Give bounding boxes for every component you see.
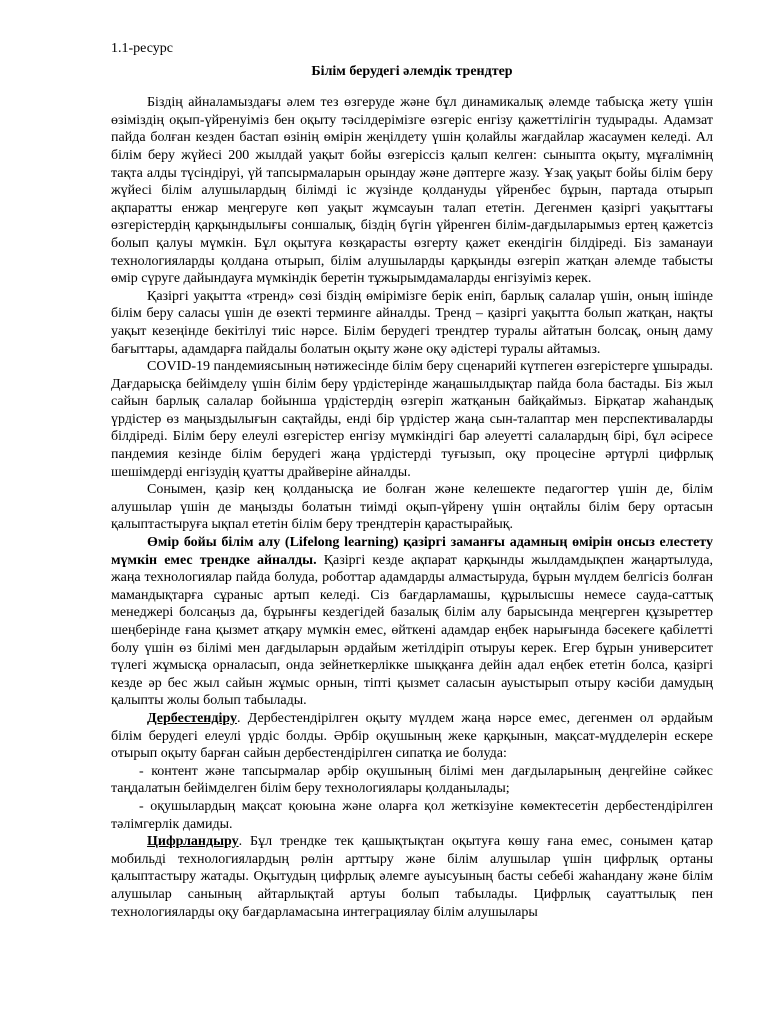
resource-label: 1.1-ресурс bbox=[111, 41, 173, 56]
lifelong-learning-heading: Өмір бойы білім алу (Lifelong learning) қазіргі заманғы адамның өмірін онсыз елестету мүмкін емес трендке айналды. bbox=[111, 535, 713, 568]
paragraph-intro: Біздің айналамыздағы әлем тез өзгеруде және бұл динамикалық әлемде табысқа жету үшін өзіміздің оқып-үйренуіміз бен оқыту тәсілдерімізге өзгеріс енгізу қажеттілігін тудырады. Адамзат пайда болған кезден бастап өзінің өмірін жеңілдету үшін қолайлы жағдайлар жасаумен келеді. Ал білім беру жүйесі 200 жылдай уақыт бойы өзгеріссіз қалып келген: сыныпта оқыту, мұғалімнің тақта алды түсіндіруі, үй тапсырмаларын орындау және дәптерге жазу. Ұзақ уақыт бойы білім беру жүйесі білім алушылардың білімді іс жүзінде қолдануды үйренбес бұрын, партада отырып ақпаратты енжар меңгеруге көп уақыт жұмсауын талап ететін. Дегенмен қазіргі уақыттағы өзгерістердің қарқындылығы соншалық, біздің бүгін үйренген білім-дағдыларымыз ертең қажетсіз болып қалуы мүмкін. Бұл оқытуға көзқарасты өзгерту қажет екендігін білдіреді. Біз заманауи технологияларды қолдана отырып, білім алушыларды қарқынды өзгеріп жатқан әлемде табысты өмір сүруге дайындауға мүмкіндік беретін тұжырымдамаларды енгізуіміз керек. bbox=[111, 95, 713, 287]
paragraph-digitalization bbox=[111, 833, 713, 921]
paragraph-covid: COVID-19 пандемиясының нәтижесінде білім беру сценарийі күтпеген өзгерістерге ұшырады. Дағдарысқа бейімделу үшін білім беру үрдістерінде жаңашылдықтар пайда бола бастады. Біз жыл сайын барлық салалар бойынша үрдістердің өзгеріп жатқанын байқаймыз. Бірқатар жаһандық үрдістер өз маңыздылығын сақтайды, енді бір үрдістер жаңа сын-талаптар мен перспективаларды білдіреді. Білім беру елеулі өзгерістер енгізу мүмкіндігі бар әлеуетті салалардың бірі, бұл әсіресе пандемия кезінде білім берудегі жаңа үрдістерді туғызып, оқу процесіне әртүрлі цифрлық шешімдерді енгізудің қуатты драйверіне айналды. bbox=[111, 359, 713, 480]
lifelong-learning-text: Қазіргі кезде ақпарат қарқынды жылдамдықпен жаңартылуда, жаңа технологиялар пайда болуда, роботтар адамдарды алмастыруда, бұрын мүлдем белгісіз болған мамандықтарға сұраныс артып келеді. Сіз бағдарламашы, құрылысшы немесе сауда-саттық менеджері болсаңыз да, бұрынғы кездегідей базалық білім алу барысында меңгерген құзыреттер шеңберінде ғана қызмет атқару мүмкін емес, өйткені адамдар еңбек нарығында бәсекеге қабілетті болу үшін өз білімі мен дағдыларын әрдайым жетілдіріп отыруы керек. Егер бұрын университет түлегі жұмысқа орналасып, онда зейнеткерлікке шыққанға дейін адал еңбек ететін болса, қазіргі кезде әр бес жыл сайын жұмыс орнын, тіпті қызмет саласын ауыстырып отыру кәсіби дамудың қалыпты жолы болып табылады. bbox=[111, 552, 713, 709]
list-item: - контент және тапсырмалар әрбір оқушының білімі мен дағдыларының деңгейіне сәйкес таңдалатын бейімделген білім беру технологиялары қолданылады; bbox=[111, 763, 713, 797]
paragraph-overview: Сонымен, қазір кең қолданысқа ие болған және келешекте педагогтер үшін де, білім алушылар үшін де маңызды болатын тиімді оқып-үйрену үшін оңтайлы білім беру ортасын қалыптастыруға ықпал ететін білім беру трендтерін қарастырайық. bbox=[111, 482, 713, 533]
list-item: - оқушылардың мақсат қоюына және оларға қол жеткізуіне көмектесетін дербестендірілген тәлімгерлік дамиды. bbox=[111, 798, 713, 832]
digitalization-text: . Бұл трендке тек қашықтықтан оқытуға көшу ғана емес, сонымен қатар мобильді технологиялардың рөлін арттыру және білім алушылар үшін цифрлық ортаны қалыптастыру жатады. Оқытудың цифрлық әлемге ауысуының басты себебі жаһандану және білім алушылар санының айтарлықтай артуы болып табылады. Цифрлық сауаттылық пен технологияларды оқу бағдарламасына интеграциялау білім алушылары bbox=[111, 834, 713, 920]
paragraph-lifelong-learning bbox=[111, 534, 713, 710]
paragraph-personalization bbox=[111, 710, 713, 763]
document-title: Білім берудегі әлемдік трендтер bbox=[311, 63, 513, 79]
personalization-text: . Дербестендірілген оқыту мүлдем жаңа нәрсе емес, дегенмен ол әрдайым білім берудегі елеулі үрдіс болды. Әрбір оқушының жеке қарқынын, мақсат-мүдделерін ескере отырып оқыту барған сайын дербестендірілген сипатқа ие болуда: bbox=[111, 710, 713, 762]
document-page bbox=[111, 40, 713, 921]
paragraph-trend-definition: Қазіргі уақытта «тренд» сөзі біздің өмірімізге берік еніп, барлық салалар үшін, оның ішінде білім беру саласы үшін де өзекті терминге айналды. Тренд – қазіргі уақытта болып жатқан, нақты уақыт кезеңінде бекітілуі тиіс нәрсе. Білім берудегі трендтер туралы айтатын болсақ, оның даму бағыттары, адамдарға пайдалы болатын оқыту және оқу әдістері туралы айтамыз. bbox=[111, 288, 713, 357]
digitalization-heading: Цифрландыру bbox=[147, 834, 239, 850]
personalization-heading: Дербестендіру bbox=[147, 710, 237, 726]
